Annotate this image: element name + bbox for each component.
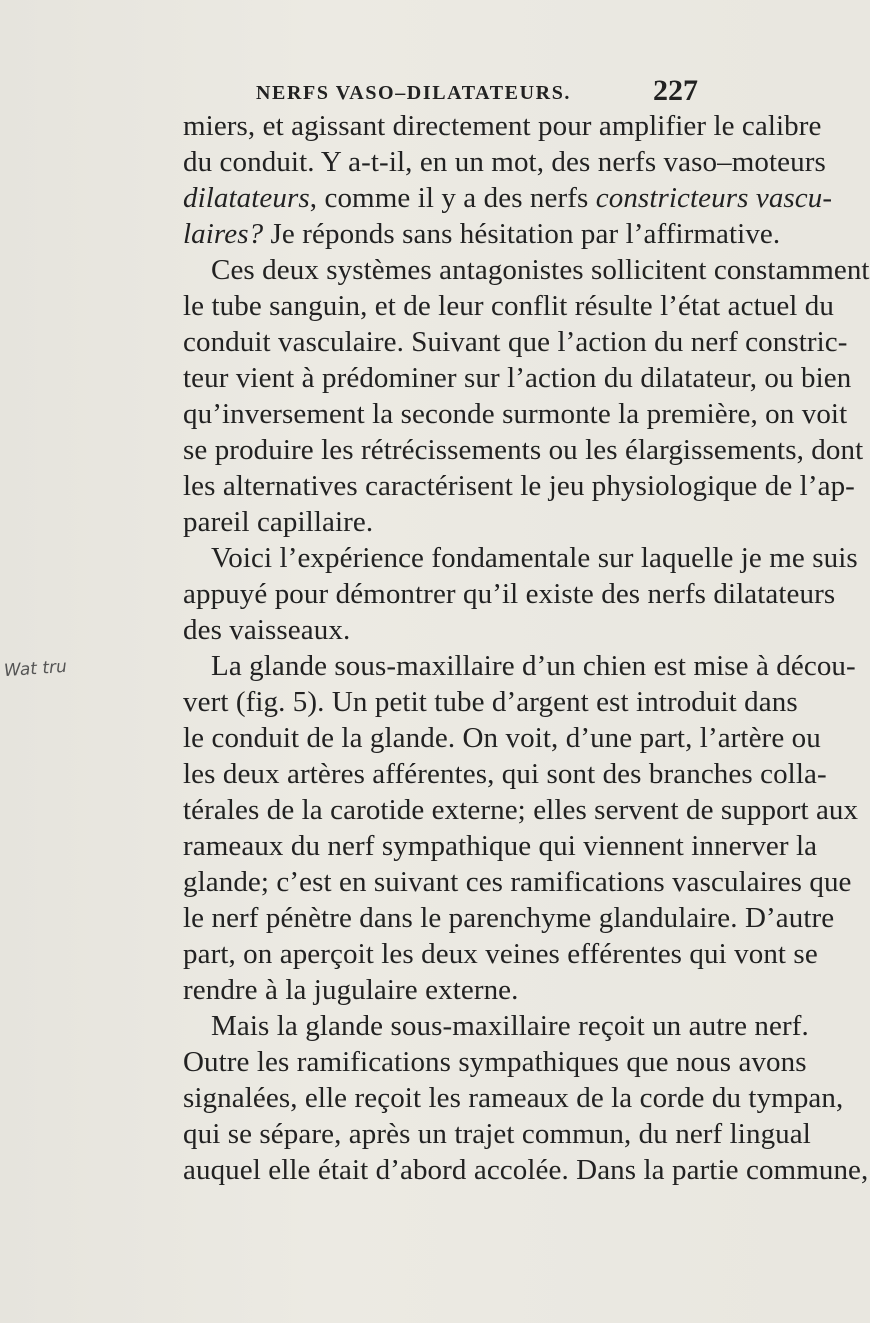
handwritten-marginal-note: Wat tru — [3, 656, 68, 682]
text-line: miers, et agissant directement pour amplifier le calibre — [183, 110, 822, 142]
text-line: laires? Je réponds sans hésitation par l’affirmative. — [183, 218, 781, 250]
text-line: les deux artères afférentes, qui sont des branches colla- — [183, 758, 827, 790]
text-line: du conduit. Y a-t-il, en un mot, des nerfs vaso–moteurs — [183, 146, 826, 178]
text-line: conduit vasculaire. Suivant que l’action du nerf constric- — [183, 326, 848, 358]
text-line: Mais la glande sous-maxillaire reçoit un autre nerf. — [211, 1010, 809, 1042]
text-line: térales de la carotide externe; elles servent de support aux — [183, 794, 859, 826]
text-line: des vaisseaux. — [183, 614, 351, 646]
text-line: dilatateurs, comme il y a des nerfs constricteurs vascu- — [183, 182, 833, 214]
text-line: part, on aperçoit les deux veines efférentes qui vont se — [183, 938, 818, 970]
text-line: signalées, elle reçoit les rameaux de la corde du tympan, — [183, 1082, 844, 1114]
text-line: glande; c’est en suivant ces ramifications vasculaires que — [183, 866, 852, 898]
text-line: auquel elle était d’abord accolée. Dans la partie commune, — [183, 1154, 869, 1186]
text-line: rameaux du nerf sympathique qui viennent innerver la — [183, 830, 818, 862]
text-line: le conduit de la glande. On voit, d’une part, l’artère ou — [183, 722, 821, 754]
text-line: vert (fig. 5). Un petit tube d’argent est introduit dans — [183, 686, 798, 718]
text-line: La glande sous-maxillaire d’un chien est mise à décou- — [211, 650, 856, 682]
running-head-title: NERFS VASO–DILATATEURS. — [256, 82, 572, 104]
page-number: 227 — [653, 74, 698, 107]
text-line: le nerf pénètre dans le parenchyme glandulaire. D’autre — [183, 902, 835, 934]
text-line: se produire les rétrécissements ou les élargissements, dont — [183, 434, 864, 466]
text-line: les alternatives caractérisent le jeu physiologique de l’ap- — [183, 470, 855, 502]
text-line: rendre à la jugulaire externe. — [183, 974, 519, 1006]
text-line: qui se sépare, après un trajet commun, du nerf lingual — [183, 1118, 811, 1150]
text-line: Outre les ramifications sympathiques que nous avons — [183, 1046, 807, 1078]
text-line: appuyé pour démontrer qu’il existe des nerfs dilatateurs — [183, 578, 836, 610]
text-line: teur vient à prédominer sur l’action du dilatateur, ou bien — [183, 362, 852, 394]
text-line: Voici l’expérience fondamentale sur laquelle je me suis — [211, 542, 858, 574]
text-line: le tube sanguin, et de leur conflit résulte l’état actuel du — [183, 290, 835, 322]
text-line: Ces deux systèmes antagonistes sollicitent constamment — [211, 254, 870, 286]
running-head — [0, 74, 800, 110]
text-line: qu’inversement la seconde surmonte la première, on voit — [183, 398, 848, 430]
text-line: pareil capillaire. — [183, 506, 374, 538]
